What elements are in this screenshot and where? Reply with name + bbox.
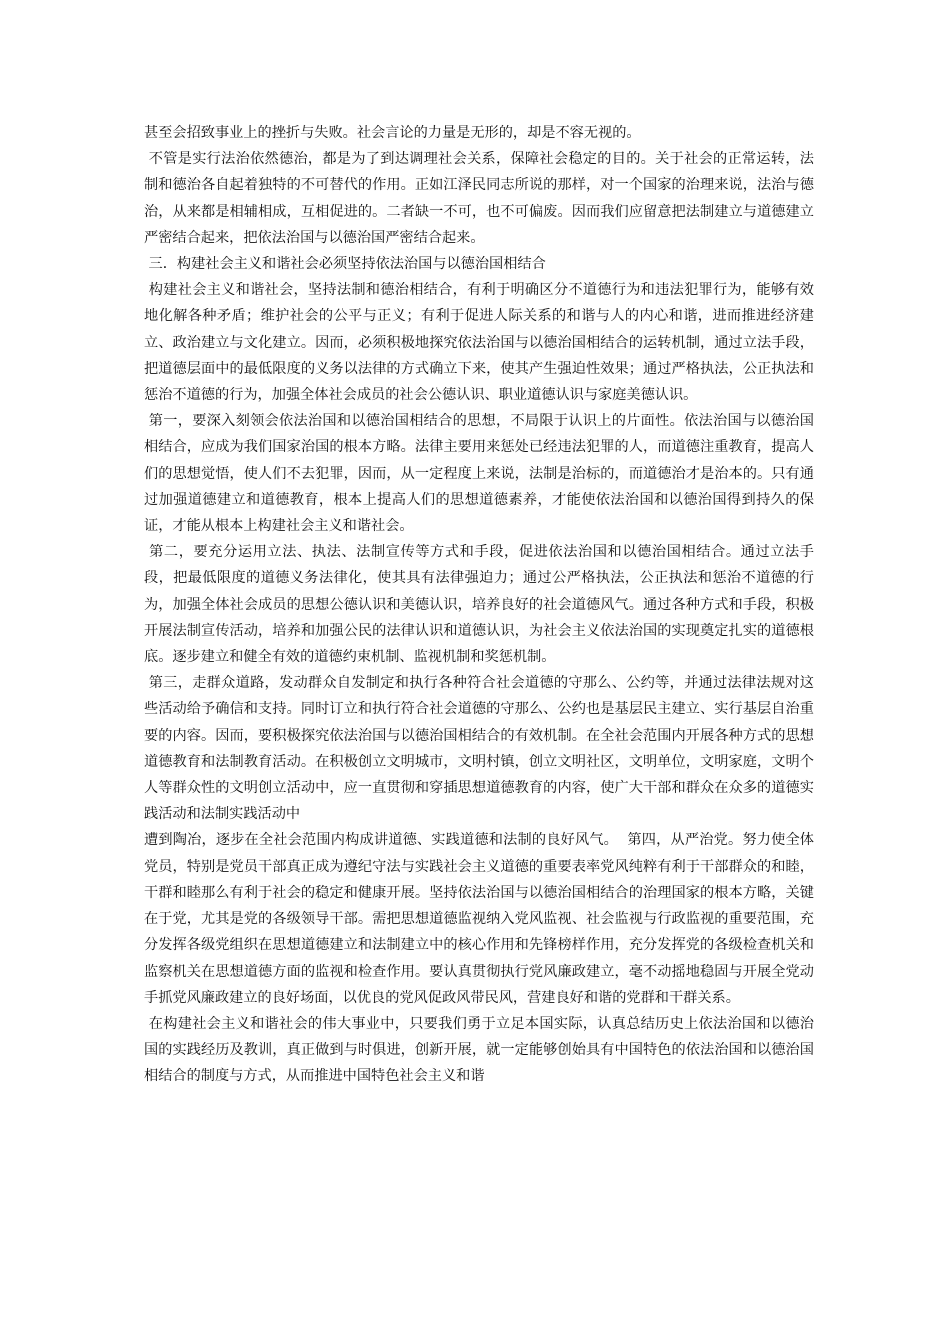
paragraph-conclusion: 在构建社会主义和谐社会的伟大事业中，只要我们勇于立足本国实际，认真总结历史上依法治国和以德治国的实践经历及教训，真正做到与时俱进，创新开展，就一定能够创始具有中国特色的依法治国和以德治国相结合的制度与方式，从而推进中国特色社会主义和谐 <box>144 1015 814 1085</box>
paragraph-1: 甚至会招致事业上的挫折与失败。社会言论的力量是无形的，却是不容无视的。 <box>144 125 641 141</box>
paragraph-first-point: 第一，要深入刻领会依法治国和以德治国相结合的思想，不局限于认识上的片面性。依法治国与以德治国相结合，应成为我们国家治国的根本方略。法律主要用来惩处已经违法犯罪的人，而道德注重教育，提高人们的思想觉悟，使人们不去犯罪，因而，从一定程度上来说，法制是治标的，而道德治才是治本的。只有通过加强道德建立和道德教育，根本上提高人们的思想道德素养，才能使依法治国和以德治国得到持久的保证，才能从根本上构建社会主义和谐社会。 <box>144 413 814 535</box>
paragraph-4: 构建社会主义和谐社会，坚持法制和德治相结合，有利于明确区分不道德行为和违法犯罪行为，能够有效地化解各种矛盾；维护社会的公平与正义；有利于促进人际关系的和谐与人的内心和谐，进而推进经济建立、政治建立与文化建立。因而，必须积极地探究依法治国与以德治国相结合的运转机制，通过立法手段，把道德层面中的最低限度的义务以法律的方式确立下来，使其产生强迫性效果；通过严格执法，公正执法和惩治不道德的行为，加强全体社会成员的社会公德认识、职业道德认识与家庭美德认识。 <box>144 282 814 404</box>
paragraph-second-point: 第二，要充分运用立法、执法、法制宣传等方式和手段，促进依法治国和以德治国相结合。通过立法手段，把最低限度的道德义务法律化，使其具有法律强迫力；通过公严格执法，公正执法和惩治不道德的行为，加强全体社会成员的思想公德认识和美德认识，培养良好的社会道德风气。通过各种方式和手段，积极开展法制宣传活动，培养和加强公民的法律认识和道德认识，为社会主义依法治国的实现奠定扎实的道德根底。逐步建立和健全有效的道德约束机制、监视机制和奖惩机制。 <box>144 544 814 666</box>
paragraph-2: 不管是实行法治依然德治，都是为了到达调理社会关系，保障社会稳定的目的。关于社会的正常运转，法制和德治各自起着独特的不可替代的作用。正如江泽民同志所说的那样，对一个国家的治理来说，法治与德治，从来都是相辅相成，互相促进的。二者缺一不可，也不可偏废。因而我们应留意把法制建立与道德建立严密结合起来，把依法治国与以德治国严密结合起来。 <box>144 151 814 246</box>
paragraph-third-point: 第三，走群众道路，发动群众自发制定和执行各种符合社会道德的守那么、公约等，并通过法律法规对这些活动给予确信和支持。同时订立和执行符合社会道德的守那么、公约也是基层民主建立、实行基层自治重要的内容。因而，要积极探究依法治国与以德治国相结合的有效机制。在全社会范围内开展各种方式的思想道德教育和法制教育活动。在积极创立文明城市，文明村镇，创立文明社区，文明单位，文明家庭，文明个人等群众性的文明创立活动中，应一直贯彻和穿插思想道德教育的内容，使广大干部和群众在众多的道德实践活动和法制实践活动中 <box>144 675 814 823</box>
document-body <box>144 120 814 1090</box>
section-heading-3: 三．构建社会主义和谐社会必须坚持依法治国与以德治国相结合 <box>144 256 546 273</box>
paragraph-fourth-point: 遭到陶冶，逐步在全社会范围内构成讲道德、实践道德和法制的良好风气。 第四，从严治党。努力使全体党员，特别是党员干部真正成为遵纪守法与实践社会主义道德的重要表率党风纯粹有利于干部群众的和睦，干群和睦那么有利于社会的稳定和健康开展。坚持依法治国与以德治国相结合的治理国家的根本方略，关键在于党，尤其是党的各级领导干部。需把思想道德监视纳入党风监视、社会监视与行政监视的重要范围，充分发挥各级党组织在思想道德建立和法制建立中的核心作用和先锋榜样作用，充分发挥党的各级检查机关和监察机关在思想道德方面的监视和检查作用。要认真贯彻执行党风廉政建立，毫不动摇地稳固与开展全党动手抓党风廉政建立的良好场面，以优良的党风促政风带民风，营建良好和谐的党群和干群关系。 <box>144 832 814 1006</box>
